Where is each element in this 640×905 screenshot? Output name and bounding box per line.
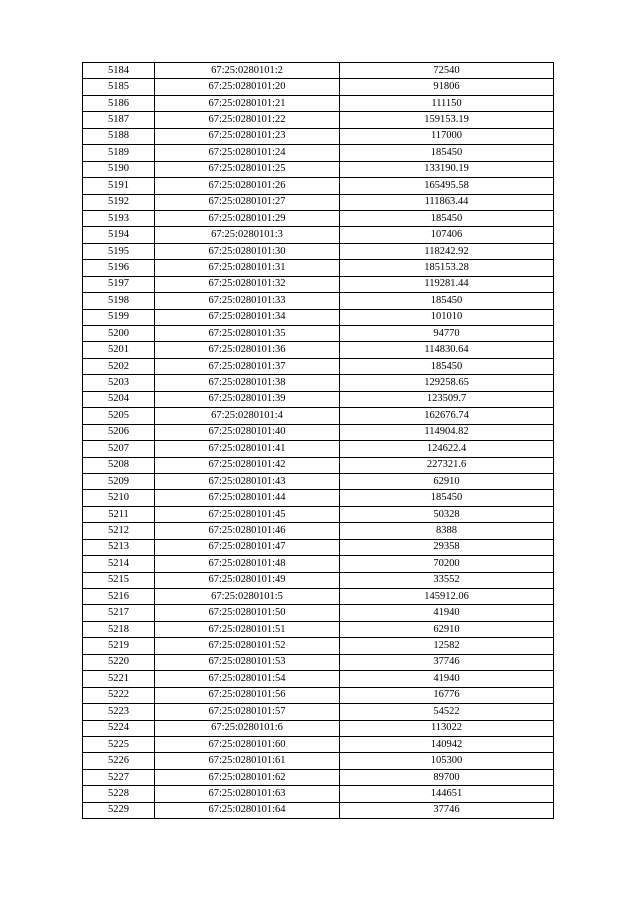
- cadastral-number-cell: 67:25:0280101:34: [155, 309, 340, 325]
- value-cell: 111863.44: [340, 194, 554, 210]
- value-cell: 145912.06: [340, 589, 554, 605]
- value-cell: 113022: [340, 720, 554, 736]
- cadastral-number-cell: 67:25:0280101:44: [155, 490, 340, 506]
- cadastral-number-cell: 67:25:0280101:26: [155, 178, 340, 194]
- cadastral-number-cell: 67:25:0280101:25: [155, 161, 340, 177]
- table-row: [83, 506, 554, 522]
- cadastral-number-cell: 67:25:0280101:62: [155, 769, 340, 785]
- value-cell: 185450: [340, 210, 554, 226]
- row-number-cell: 5187: [83, 112, 155, 128]
- cadastral-number-cell: 67:25:0280101:5: [155, 589, 340, 605]
- value-cell: 159153.19: [340, 112, 554, 128]
- value-cell: 185450: [340, 145, 554, 161]
- value-cell: 185153.28: [340, 260, 554, 276]
- cadastral-number-cell: 67:25:0280101:39: [155, 391, 340, 407]
- value-cell: 54522: [340, 704, 554, 720]
- table-row: [83, 342, 554, 358]
- table-row: [83, 326, 554, 342]
- row-number-cell: 5200: [83, 326, 155, 342]
- value-cell: 50328: [340, 506, 554, 522]
- cadastral-number-cell: 67:25:0280101:21: [155, 95, 340, 111]
- value-cell: 144651: [340, 786, 554, 802]
- cadastral-number-cell: 67:25:0280101:50: [155, 605, 340, 621]
- row-number-cell: 5220: [83, 654, 155, 670]
- value-cell: 29358: [340, 539, 554, 555]
- row-number-cell: 5205: [83, 408, 155, 424]
- value-cell: 165495.58: [340, 178, 554, 194]
- row-number-cell: 5201: [83, 342, 155, 358]
- value-cell: 129258.65: [340, 375, 554, 391]
- cadastral-number-cell: 67:25:0280101:60: [155, 736, 340, 752]
- value-cell: 107406: [340, 227, 554, 243]
- cadastral-number-cell: 67:25:0280101:57: [155, 704, 340, 720]
- table-row: [83, 687, 554, 703]
- cadastral-number-cell: 67:25:0280101:6: [155, 720, 340, 736]
- table-row: [83, 490, 554, 506]
- row-number-cell: 5188: [83, 128, 155, 144]
- cadastral-number-cell: 67:25:0280101:29: [155, 210, 340, 226]
- value-cell: 124622.4: [340, 441, 554, 457]
- cadastral-number-cell: 67:25:0280101:27: [155, 194, 340, 210]
- table-row: [83, 63, 554, 79]
- value-cell: 133190.19: [340, 161, 554, 177]
- value-cell: 185450: [340, 293, 554, 309]
- row-number-cell: 5199: [83, 309, 155, 325]
- cadastral-number-cell: 67:25:0280101:49: [155, 572, 340, 588]
- cadastral-number-cell: 67:25:0280101:54: [155, 671, 340, 687]
- value-cell: 162676.74: [340, 408, 554, 424]
- value-cell: 114830.64: [340, 342, 554, 358]
- row-number-cell: 5227: [83, 769, 155, 785]
- row-number-cell: 5216: [83, 589, 155, 605]
- table-row: [83, 227, 554, 243]
- value-cell: 41940: [340, 605, 554, 621]
- cadastral-number-cell: 67:25:0280101:20: [155, 79, 340, 95]
- cadastral-number-cell: 67:25:0280101:33: [155, 293, 340, 309]
- value-cell: 37746: [340, 654, 554, 670]
- table-row: [83, 621, 554, 637]
- value-cell: 119281.44: [340, 276, 554, 292]
- table-row: [83, 128, 554, 144]
- row-number-cell: 5225: [83, 736, 155, 752]
- table-row: [83, 112, 554, 128]
- cadastral-number-cell: 67:25:0280101:52: [155, 638, 340, 654]
- row-number-cell: 5185: [83, 79, 155, 95]
- table-row: [83, 243, 554, 259]
- value-cell: 140942: [340, 736, 554, 752]
- row-number-cell: 5215: [83, 572, 155, 588]
- cadastral-number-cell: 67:25:0280101:30: [155, 243, 340, 259]
- cadastral-number-cell: 67:25:0280101:2: [155, 63, 340, 79]
- cadastral-number-cell: 67:25:0280101:4: [155, 408, 340, 424]
- row-number-cell: 5217: [83, 605, 155, 621]
- cadastral-number-cell: 67:25:0280101:43: [155, 473, 340, 489]
- cadastral-number-cell: 67:25:0280101:38: [155, 375, 340, 391]
- table-row: [83, 736, 554, 752]
- value-cell: 94770: [340, 326, 554, 342]
- table-row: [83, 786, 554, 802]
- row-number-cell: 5189: [83, 145, 155, 161]
- value-cell: 118242.92: [340, 243, 554, 259]
- row-number-cell: 5223: [83, 704, 155, 720]
- cadastral-number-cell: 67:25:0280101:51: [155, 621, 340, 637]
- value-cell: 16776: [340, 687, 554, 703]
- table-row: [83, 720, 554, 736]
- table-row: [83, 638, 554, 654]
- row-number-cell: 5194: [83, 227, 155, 243]
- table-row: [83, 441, 554, 457]
- value-cell: 70200: [340, 556, 554, 572]
- table-row: [83, 260, 554, 276]
- table-row: [83, 358, 554, 374]
- row-number-cell: 5228: [83, 786, 155, 802]
- value-cell: 72540: [340, 63, 554, 79]
- cadastral-number-cell: 67:25:0280101:64: [155, 802, 340, 818]
- table-row: [83, 161, 554, 177]
- cadastral-number-cell: 67:25:0280101:22: [155, 112, 340, 128]
- row-number-cell: 5208: [83, 457, 155, 473]
- cadastral-number-cell: 67:25:0280101:31: [155, 260, 340, 276]
- table-row: [83, 704, 554, 720]
- table-row: [83, 802, 554, 818]
- row-number-cell: 5198: [83, 293, 155, 309]
- table-row: [83, 424, 554, 440]
- row-number-cell: 5218: [83, 621, 155, 637]
- row-number-cell: 5191: [83, 178, 155, 194]
- value-cell: 105300: [340, 753, 554, 769]
- value-cell: 8388: [340, 523, 554, 539]
- row-number-cell: 5195: [83, 243, 155, 259]
- table-body: [83, 63, 554, 819]
- value-cell: 89700: [340, 769, 554, 785]
- row-number-cell: 5210: [83, 490, 155, 506]
- row-number-cell: 5211: [83, 506, 155, 522]
- table-row: [83, 276, 554, 292]
- table-row: [83, 769, 554, 785]
- table-row: [83, 605, 554, 621]
- table-row: [83, 293, 554, 309]
- table-row: [83, 589, 554, 605]
- row-number-cell: 5209: [83, 473, 155, 489]
- cadastral-number-cell: 67:25:0280101:35: [155, 326, 340, 342]
- value-cell: 62910: [340, 621, 554, 637]
- row-number-cell: 5222: [83, 687, 155, 703]
- value-cell: 227321.6: [340, 457, 554, 473]
- value-cell: 117000: [340, 128, 554, 144]
- row-number-cell: 5204: [83, 391, 155, 407]
- cadastral-number-cell: 67:25:0280101:32: [155, 276, 340, 292]
- cadastral-number-cell: 67:25:0280101:3: [155, 227, 340, 243]
- cadastral-number-cell: 67:25:0280101:45: [155, 506, 340, 522]
- row-number-cell: 5221: [83, 671, 155, 687]
- row-number-cell: 5196: [83, 260, 155, 276]
- table-row: [83, 375, 554, 391]
- value-cell: 41940: [340, 671, 554, 687]
- row-number-cell: 5197: [83, 276, 155, 292]
- data-table: [82, 62, 554, 819]
- table-row: [83, 671, 554, 687]
- row-number-cell: 5224: [83, 720, 155, 736]
- value-cell: 114904.82: [340, 424, 554, 440]
- row-number-cell: 5203: [83, 375, 155, 391]
- row-number-cell: 5213: [83, 539, 155, 555]
- table-row: [83, 79, 554, 95]
- table-row: [83, 309, 554, 325]
- table-row: [83, 145, 554, 161]
- table-row: [83, 408, 554, 424]
- row-number-cell: 5190: [83, 161, 155, 177]
- value-cell: 185450: [340, 490, 554, 506]
- row-number-cell: 5214: [83, 556, 155, 572]
- value-cell: 101010: [340, 309, 554, 325]
- value-cell: 12582: [340, 638, 554, 654]
- value-cell: 33552: [340, 572, 554, 588]
- cadastral-number-cell: 67:25:0280101:53: [155, 654, 340, 670]
- row-number-cell: 5184: [83, 63, 155, 79]
- value-cell: 91806: [340, 79, 554, 95]
- value-cell: 111150: [340, 95, 554, 111]
- row-number-cell: 5192: [83, 194, 155, 210]
- row-number-cell: 5219: [83, 638, 155, 654]
- row-number-cell: 5212: [83, 523, 155, 539]
- row-number-cell: 5229: [83, 802, 155, 818]
- table-row: [83, 473, 554, 489]
- cadastral-number-cell: 67:25:0280101:24: [155, 145, 340, 161]
- cadastral-number-cell: 67:25:0280101:37: [155, 358, 340, 374]
- table-row: [83, 572, 554, 588]
- table-row: [83, 391, 554, 407]
- cadastral-number-cell: 67:25:0280101:48: [155, 556, 340, 572]
- row-number-cell: 5202: [83, 358, 155, 374]
- cadastral-number-cell: 67:25:0280101:56: [155, 687, 340, 703]
- cadastral-number-cell: 67:25:0280101:40: [155, 424, 340, 440]
- table-row: [83, 654, 554, 670]
- value-cell: 62910: [340, 473, 554, 489]
- row-number-cell: 5207: [83, 441, 155, 457]
- cadastral-number-cell: 67:25:0280101:36: [155, 342, 340, 358]
- cadastral-number-cell: 67:25:0280101:63: [155, 786, 340, 802]
- row-number-cell: 5193: [83, 210, 155, 226]
- cadastral-number-cell: 67:25:0280101:46: [155, 523, 340, 539]
- table-row: [83, 753, 554, 769]
- table-row: [83, 539, 554, 555]
- cadastral-number-cell: 67:25:0280101:23: [155, 128, 340, 144]
- table-row: [83, 556, 554, 572]
- row-number-cell: 5206: [83, 424, 155, 440]
- value-cell: 37746: [340, 802, 554, 818]
- row-number-cell: 5226: [83, 753, 155, 769]
- table-row: [83, 210, 554, 226]
- table-row: [83, 95, 554, 111]
- value-cell: 123509.7: [340, 391, 554, 407]
- value-cell: 185450: [340, 358, 554, 374]
- table-row: [83, 178, 554, 194]
- table-row: [83, 457, 554, 473]
- table-row: [83, 523, 554, 539]
- cadastral-number-cell: 67:25:0280101:41: [155, 441, 340, 457]
- table-row: [83, 194, 554, 210]
- cadastral-number-cell: 67:25:0280101:42: [155, 457, 340, 473]
- cadastral-number-cell: 67:25:0280101:47: [155, 539, 340, 555]
- cadastral-number-cell: 67:25:0280101:61: [155, 753, 340, 769]
- row-number-cell: 5186: [83, 95, 155, 111]
